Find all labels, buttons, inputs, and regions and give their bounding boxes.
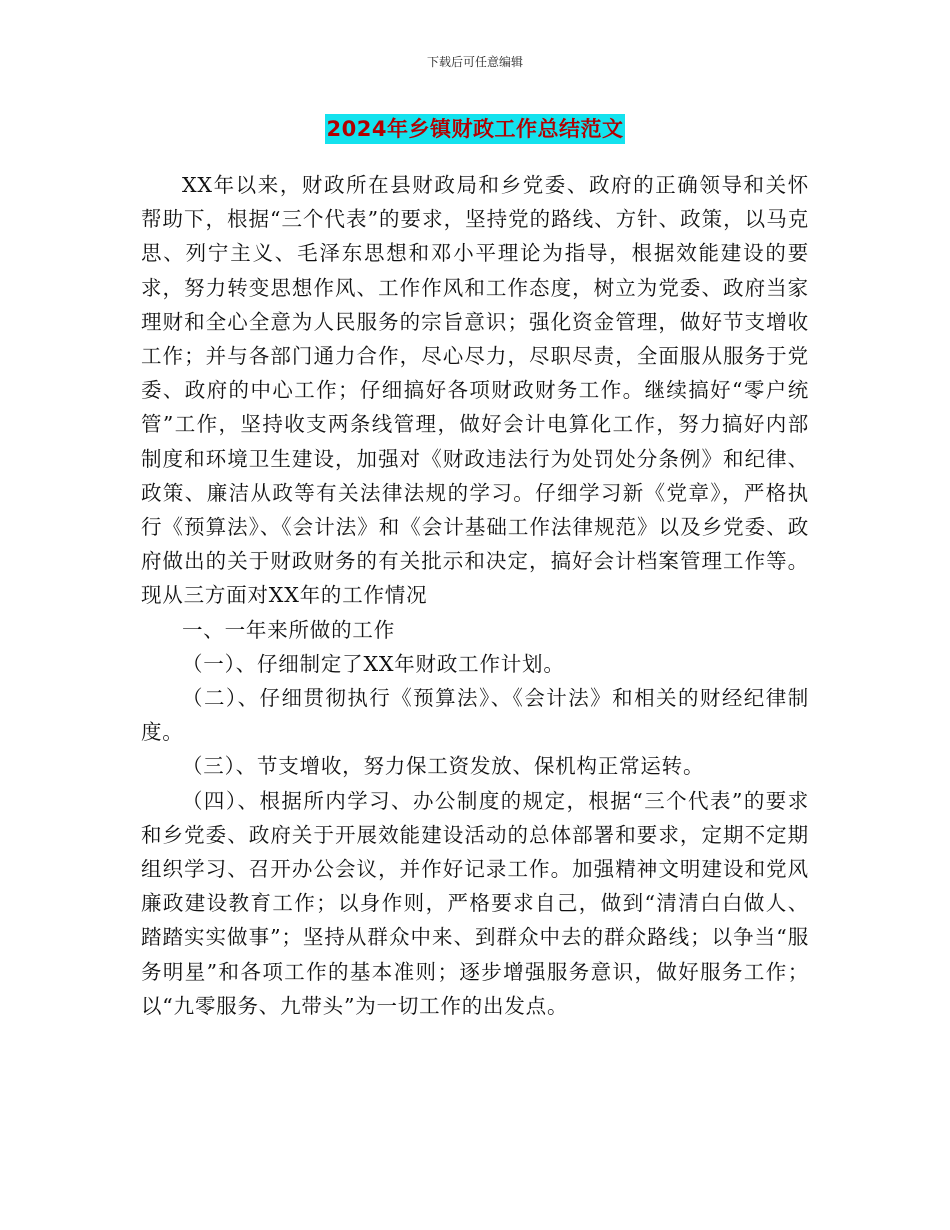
item-paragraph-2: （二）、仔细贯彻执行《预算法》、《会计法》和相关的财经纪律制度。 [141,686,809,745]
item-paragraph-4: （四）、根据所内学习、办公制度的规定，根据“三个代表”的要求和乡党委、政府关于开展效能建设活动的总体部署和要求，定期不定期组织学习、召开办公会议，并作好记录工作。加强精神文明建设和党风廉政建设教育工作；以身作则，严格要求自己，做到“清清白白做人、踏踏实实做事”；坚持从群众中来、到群众中去的群众路线；以争当“服务明星”和各项工作的基本准则；逐步增强服务意识，做好服务工作；以“九零服务、九带头”为一切工作的出发点。 [141,788,809,1018]
item-paragraph-1: （一）、仔细制定了XX年财政工作计划。 [182,651,565,676]
page-header-note: 下载后可任意编辑 [426,55,523,69]
section-heading-1: 一、一年来所做的工作 [182,617,395,642]
document-title: 2024年乡镇财政工作总结范文 [325,114,626,144]
item-paragraph-3: （三）、节支增收，努力保工资发放、保机构正常运转。 [182,754,705,779]
document-body [141,168,809,1023]
intro-paragraph: XX年以来，财政所在县财政局和乡党委、政府的正确领导和关怀帮助下，根据“三个代表”的要求，坚持党的路线、方针、政策，以马克思、列宁主义、毛泽东思想和邓小平理论为指导，根据效能建设的要求，努力转变思想作风、工作作风和工作态度，树立为党委、政府当家理财和全心全意为人民服务的宗旨意识；强化资金管理，做好节支增收工作；并与各部门通力合作，尽心尽力，尽职尽责，全面服从服务于党委、政府的中心工作；仔细搞好各项财政财务工作。继续搞好“零户统管”工作，坚持收支两条线管理，做好会计电算化工作，努力搞好内部制度和环境卫生建设，加强对《财政违法行为处罚处分条例》和纪律、政策、廉洁从政等有关法律法规的学习。仔细学习新《党章》，严格执行《预算法》、《会计法》和《会计基础工作法律规范》以及乡党委、政府做出的关于财政财务的有关批示和决定，搞好会计档案管理工作等。现从三方面对XX年的工作情况 [141,173,809,608]
title-container [0,114,950,144]
